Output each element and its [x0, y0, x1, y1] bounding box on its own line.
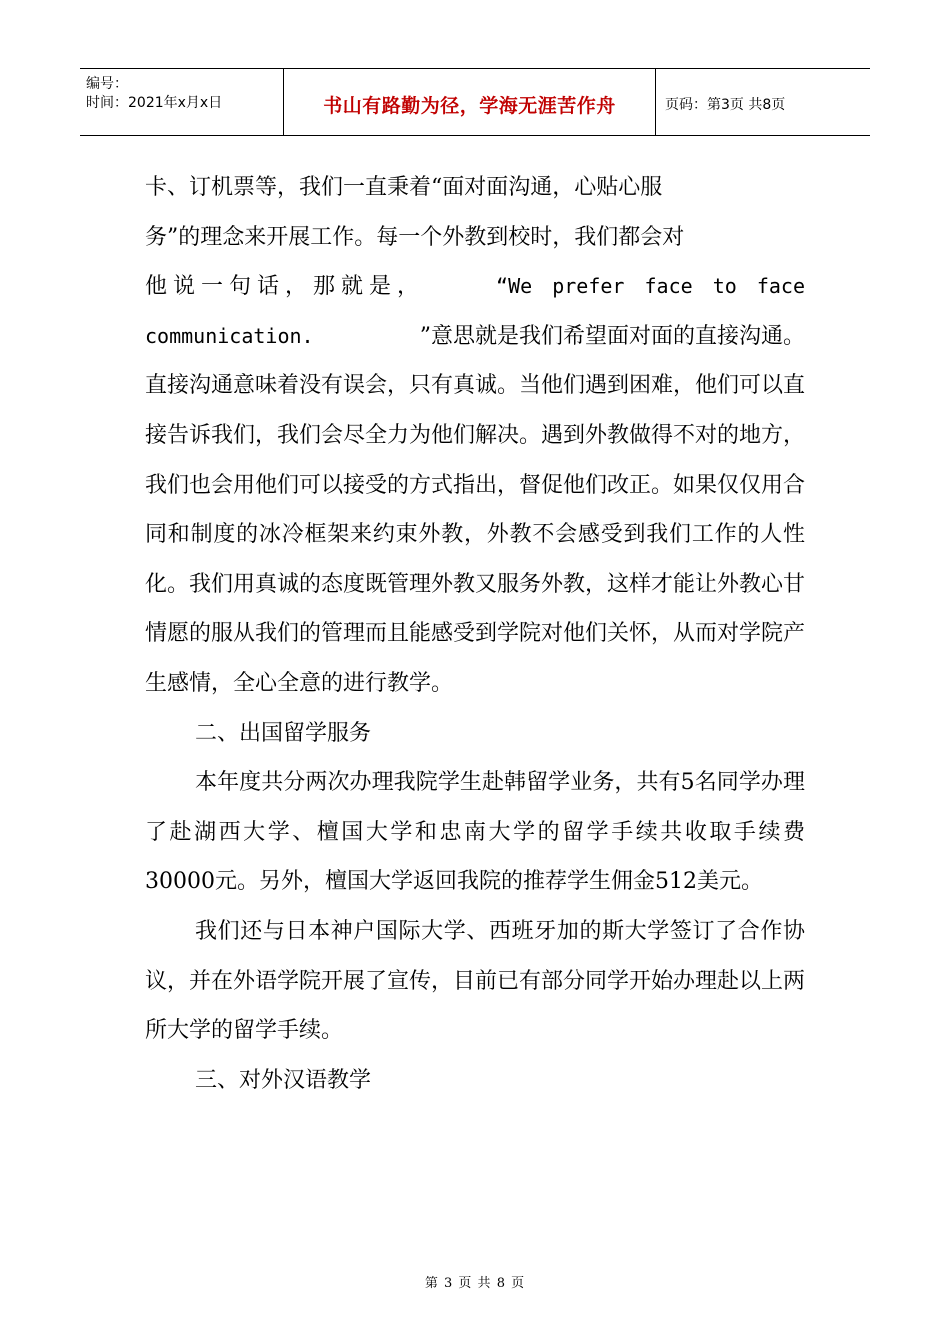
english-quote-run: communication. [145, 323, 314, 348]
paragraph-line-mixed [145, 312, 805, 362]
text-run: ”意思就是我们希望面对面的直接沟通。 [419, 323, 805, 349]
paragraph: 我们还与日本神户国际大学、西班牙加的斯大学签订了合作协议，并在外语学院开展了宣传，目前已有部分同学开始办理赴以上两所大学的留学手续。 [145, 918, 806, 1044]
document-body [145, 163, 805, 1105]
paragraph-line: 卡、订机票等，我们一直秉着“面对面沟通，心贴心服 [145, 175, 663, 200]
header-table [80, 68, 870, 136]
text-run: 他说一句话，那就是， [145, 274, 426, 300]
paragraph-line-mixed [145, 262, 805, 312]
date-label: 时间：2021年x月x日 [86, 95, 223, 111]
section-heading: 二、出国留学服务 [195, 720, 372, 746]
paragraph: 直接沟通意味着没有误会，只有真诚。当他们遇到困难，他们可以直接告诉我们，我们会尽全力为他们解决。遇到外教做得不对的地方，我们也会用他们可以接受的方式指出，督促他们改正。如果仅仅用合同和制度的冰冷框架来约束外教，外教不会感受到我们工作的人性化。我们用真诚的态度既管理外教又服务外教，这样才能让外教心甘情愿的服从我们的管理而且能感受到学院对他们关怀，从而对学院产生感情，全心全意的进行教学。 [145, 373, 806, 696]
header-motto: 书山有路勤为径，学海无涯苦作舟 [283, 69, 656, 135]
page-footer: 第 3 页 共 8 页 [424, 1276, 526, 1291]
paragraph: 本年度共分两次办理我院学生赴韩留学业务，共有5名同学办理了赴湖西大学、檀国大学和忠南大学的留学手续共收取手续费30000元。另外，檀国大学返回我院的推荐学生佣金512美元。 [145, 770, 805, 895]
english-quote-run: “We prefer face to face [496, 274, 805, 299]
serial-number-label: 编号： [86, 76, 128, 92]
paragraph-line: 务”的理念来开展工作。每一个外教到校时，我们都会对 [145, 224, 685, 250]
header-meta-cell [80, 69, 283, 135]
section-heading: 三、对外汉语教学 [195, 1067, 372, 1093]
header-page-indicator: 页码：第3页 共8页 [665, 97, 786, 113]
